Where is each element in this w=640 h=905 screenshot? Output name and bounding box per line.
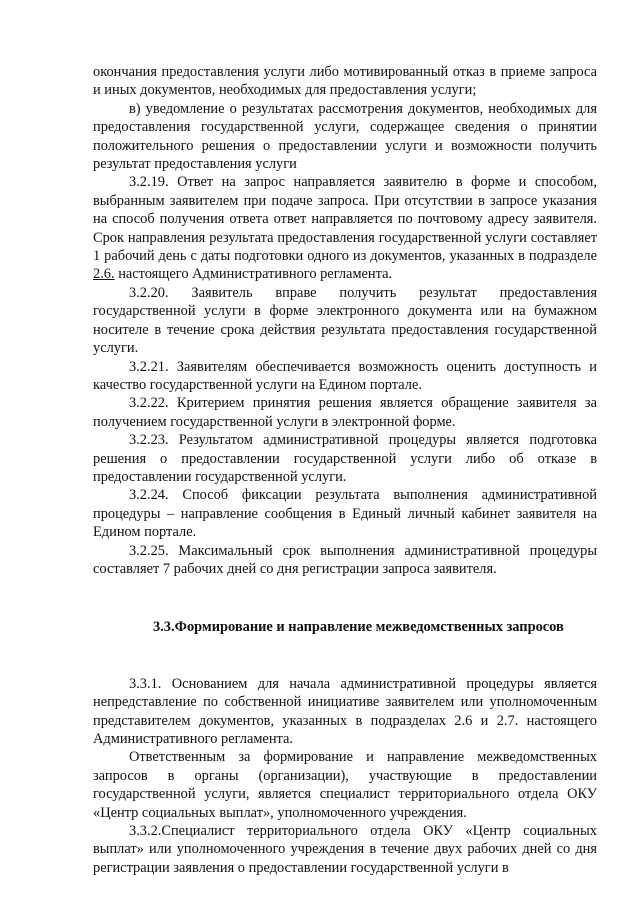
paragraph-3-2-19	[93, 173, 597, 283]
paragraph-3-2-20: 3.2.20. Заявитель вправе получить результат предоставления государственной услуги в форме электронного документа или на бумажном носителе в течение срока действия результата предоставления государственной услуги.	[93, 284, 597, 357]
paragraph-responsible: Ответственным за формирование и направление межведомственных запросов в органы (организации), участвующие в предоставлении государственной услуги, является специалист территориального отдела ОКУ «Центр социальных выплат», уполномоченного учреждения.	[93, 749, 597, 821]
document-body	[93, 63, 597, 877]
paragraph-3-2-24: 3.2.24. Способ фиксации результата выполнения административной процедуры – направление сообщения в Единый личный кабинет заявителя на Едином портале.	[93, 487, 597, 541]
paragraph-3-2-23: 3.2.23. Результатом административной процедуры является подготовка решения о предоставлении государственной услуги либо об отказе в предоставлении государственной услуги.	[93, 432, 597, 485]
section-heading-3-3: 3.3.Формирование и направление межведомственных запросов	[153, 619, 564, 636]
paragraph-continuation: окончания предоставления услуги либо мотивированный отказ в приеме запроса и иных документов, необходимых для предоставления услуги;	[93, 64, 597, 99]
paragraph-3-3-1: 3.3.1. Основанием для начала административной процедуры является непредставление по собственной инициативе заявителем или уполномоченным представителем документов, указанных в подразделах 2.6 и 2.7. настоящего Административного регламента.	[93, 675, 597, 747]
paragraph-3-2-19-tail: настоящего Административного регламента.	[114, 266, 393, 283]
paragraph-3-2-22: 3.2.22. Критерием принятия решения является обращение заявителя за получением государственной услуги в электронной форме.	[93, 395, 597, 430]
paragraph-3-3-2: 3.3.2.Специалист территориального отдела ОКУ «Центр социальных выплат» или уполномоченного учреждения в течение двух рабочих дней со дня регистрации заявления о предоставлении государственной услуги в	[93, 823, 597, 876]
paragraph-3-2-25: 3.2.25. Максимальный срок выполнения административной процедуры составляет 7 рабочих дней со дня регистрации запроса заявителя.	[93, 542, 597, 577]
paragraph-3-2-19-text: 3.2.19. Ответ на запрос направляется заявителю в форме и способом, выбранным заявителем при подаче запроса. При отсутствии в запросе указания на способ получения ответа ответ направляется по почтовому адресу заявителя. Срок направления результата предоставления государственной услуги составляет 1 рабочий день с даты подготовки одного из документов, указанных в подразделе	[93, 174, 597, 265]
subsection-reference: 2.6.	[93, 266, 115, 283]
paragraph-item-v: в) уведомление о результатах рассмотрения документов, необходимых для предоставления государственной услуги, содержащее сведения о принятии положительного решения о предоставлении услуги и возможности получить результат предоставления услуги	[93, 100, 597, 173]
paragraph-3-2-21: 3.2.21. Заявителям обеспечивается возможность оценить доступность и качество государственной услуги на Едином портале.	[93, 358, 597, 393]
